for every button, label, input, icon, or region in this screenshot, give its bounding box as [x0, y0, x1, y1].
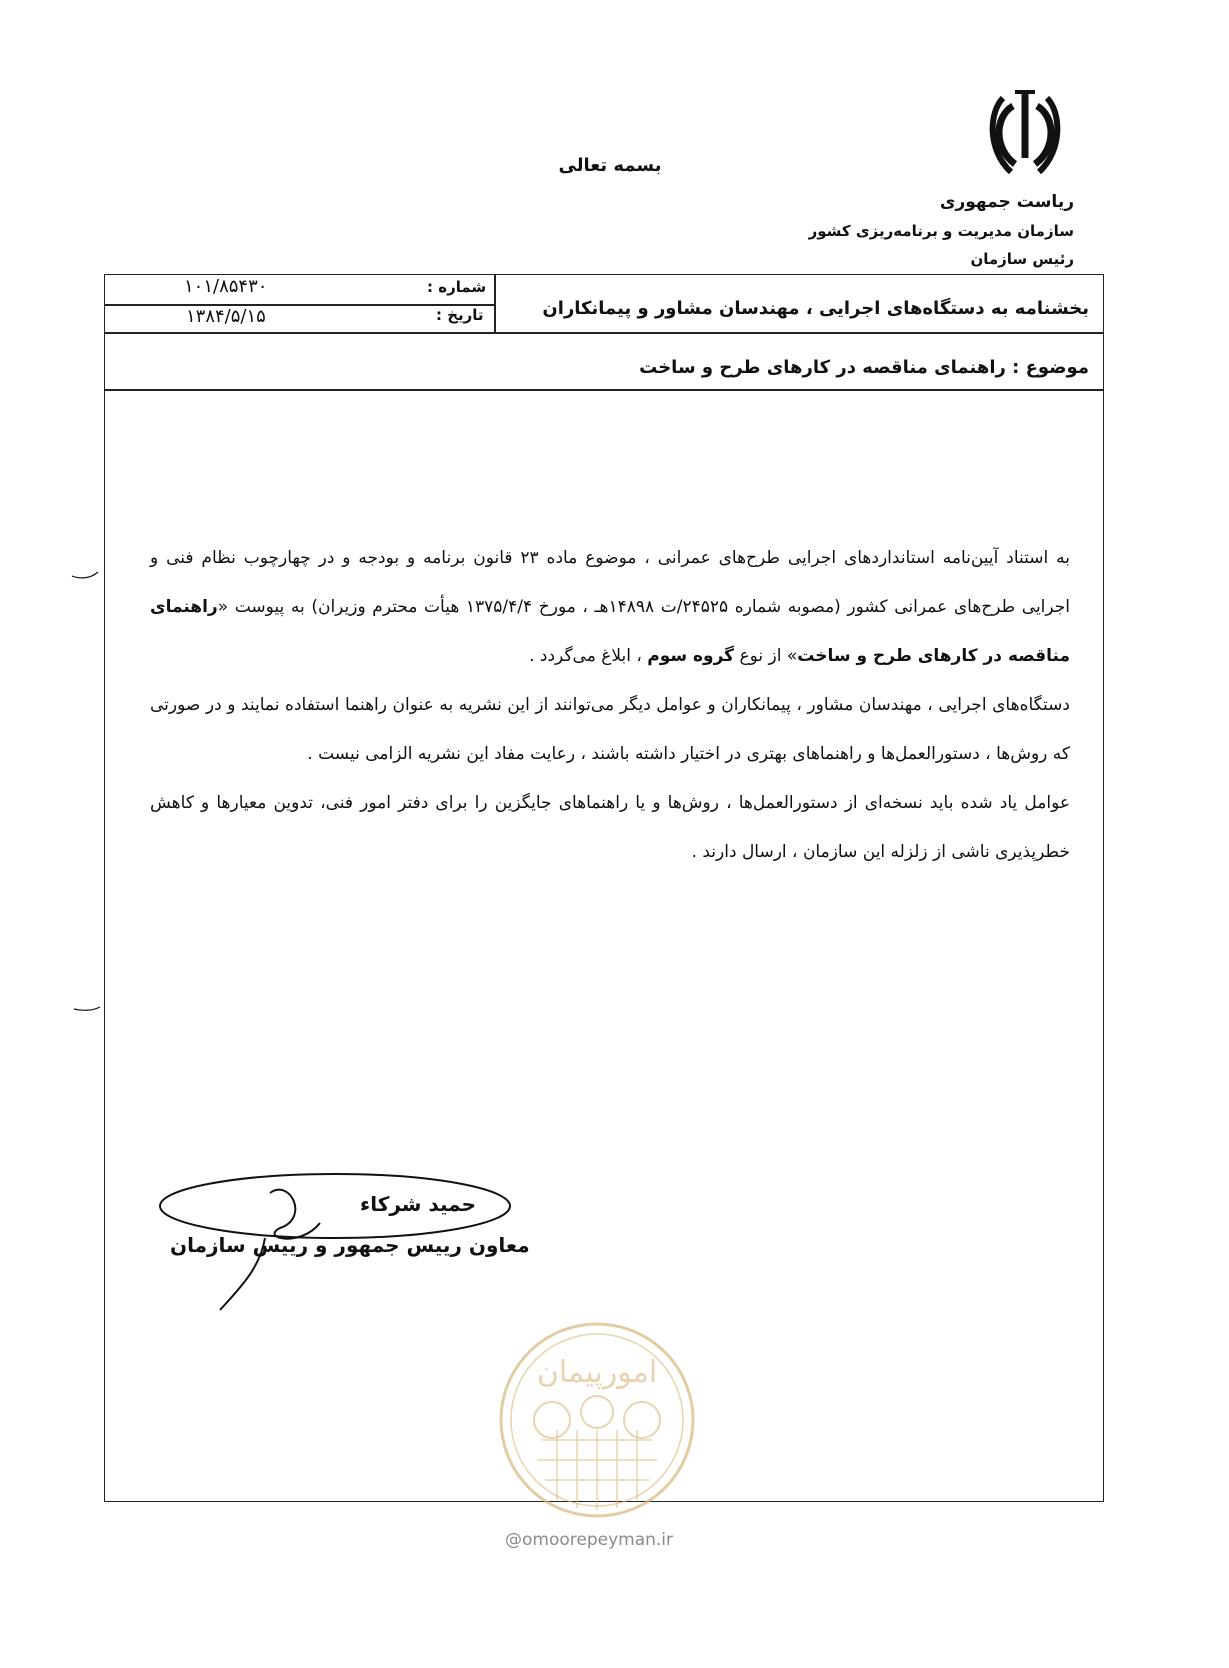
- paragraph-1: [150, 534, 1070, 681]
- paragraph-3: عوامل یاد شده باید نسخه‌ای از دستورالعمل‌ها ، روش‌ها و یا راهنماهای جایگزین را برای دفتر امور فنی، تدوین معیارها و کاهش خطرپذیری ناشی از زلزله این سازمان ، ارسال دارند .: [150, 793, 1070, 862]
- letter-body: [150, 534, 1070, 877]
- paragraph-1-text-b: » از نوع: [734, 646, 798, 666]
- watermark-handle: @omoorepeyman.ir: [505, 1530, 674, 1550]
- paragraph-1-text-a: به استناد آیین‌نامه استانداردهای اجرایی طرح‌های عمرانی ، موضوع ماده ۲۳ قانون برنامه و بودجه و در چهارچوب نظام فنی و اجرایی طرح‌های عمرانی کشور (مصوبه شماره ۲۴۵۲۵/ت ۱۴۸۹۸هـ ، مورخ ۱۳۷۵/۴/۴ هیأت محترم وزیران) به پیوست «: [150, 548, 1071, 617]
- date-value: ۱۳۸۴/۵/۱۵: [186, 306, 266, 327]
- paragraph-2: دستگاه‌های اجرایی ، مهندسان مشاور ، پیمانکاران و عوامل دیگر می‌توانند از این نشریه به عنوان راهنما استفاده نمایند و در صورتی که روش‌ها ، دستورالعمل‌ها و راهنماهای بهتری در اختیار داشته باشند ، رعایت مفاد این نشریه الزامی نیست .: [150, 695, 1070, 764]
- header-head-of-organization: رئیس سازمان: [970, 250, 1074, 268]
- signatory-title: معاون رییس جمهور و رییس سازمان: [170, 1233, 530, 1257]
- basmala: بسمه تعالی: [558, 155, 662, 176]
- recipient-line: بخشنامه به دستگاه‌های اجرایی ، مهندسان مشاور و پیمانکاران: [542, 298, 1089, 319]
- guide-title: راهنمای مناقصه در کارهای طرح و ساخت: [150, 597, 1070, 666]
- paragraph-1-text-c: ، ابلاغ می‌گردد .: [529, 646, 648, 666]
- margin-mark: [70, 570, 100, 580]
- company-seal-logo: [497, 1320, 697, 1520]
- date-label: تاریخ :: [436, 306, 484, 324]
- group-type: گروه سوم: [647, 646, 735, 666]
- number-value: ۱۰۱/۸۵۴۳۰: [184, 276, 268, 297]
- header-presidency: ریاست جمهوری: [939, 192, 1074, 212]
- header-organization: سازمان مدیریت و برنامه‌ریزی کشور: [808, 222, 1074, 240]
- seal-text: امورپیمان: [536, 1355, 658, 1390]
- number-label: شماره :: [427, 278, 487, 296]
- signatory-name: حمید شرکاء: [360, 1192, 476, 1216]
- margin-mark: [72, 1003, 102, 1013]
- iran-emblem-icon: [985, 88, 1065, 180]
- subject-line: موضوع : راهنمای مناقصه در کارهای طرح و ساخت: [639, 357, 1089, 378]
